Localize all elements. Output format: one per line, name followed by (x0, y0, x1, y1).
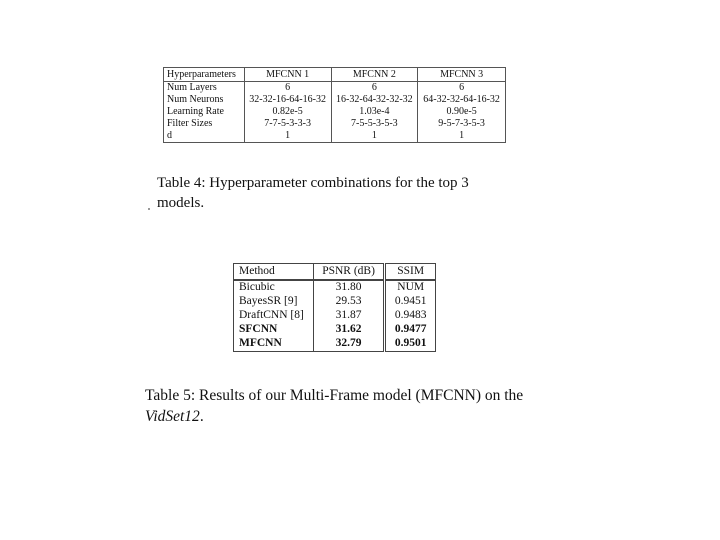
table-cell: 6 (418, 82, 506, 95)
table-row (234, 337, 436, 352)
table-cell: DraftCNN [8] (239, 309, 304, 322)
table-header-row (164, 68, 506, 82)
header-cell: Method (234, 264, 314, 281)
header-cell: PSNR (dB) (313, 264, 385, 281)
table5-caption (145, 385, 535, 427)
table-cell: Bicubic (239, 281, 275, 294)
header-cell: SSIM (385, 264, 436, 281)
header-cell: MFCNN 3 (418, 68, 506, 82)
table-cell: Num Neurons (167, 94, 224, 105)
table-row (164, 106, 506, 118)
table-cell: 0.9501 (385, 337, 436, 352)
table-cell: 29.53 (313, 295, 385, 309)
table-cell: 32.79 (313, 337, 385, 352)
table-cell: Learning Rate (167, 106, 224, 117)
table-cell: 7-5-5-3-5-3 (331, 118, 418, 130)
table-cell: 31.62 (313, 323, 385, 337)
table-cell: BayesSR [9] (239, 295, 298, 308)
table-cell: Filter Sizes (167, 118, 213, 129)
table-cell: 1 (418, 130, 506, 143)
table-cell: 1 (244, 130, 331, 143)
table-row (164, 82, 506, 95)
table-cell: 6 (331, 82, 418, 95)
stray-dot (148, 208, 150, 210)
table-cell: NUM (385, 280, 436, 295)
table-cell: SFCNN (239, 323, 278, 336)
header-cell: MFCNN 2 (331, 68, 418, 82)
table-cell: 1.03e-4 (331, 106, 418, 118)
table-cell: Num Layers (167, 82, 217, 93)
table-cell: 9-5-7-3-5-3 (418, 118, 506, 130)
table-cell: 0.9451 (385, 295, 436, 309)
table-cell: 6 (244, 82, 331, 95)
table-row (164, 94, 506, 106)
table-cell: 31.80 (313, 280, 385, 295)
header-cell: MFCNN 1 (244, 68, 331, 82)
table-header-row (234, 264, 436, 281)
table-cell: 31.87 (313, 309, 385, 323)
table-cell: 1 (331, 130, 418, 143)
results-table (233, 263, 436, 352)
table-cell: MFCNN (239, 337, 282, 350)
table-cell: 7-7-5-3-3-3 (244, 118, 331, 130)
table-row (164, 118, 506, 130)
hyperparameter-table (163, 67, 506, 143)
table-row (164, 130, 506, 143)
table-cell: 32-32-16-64-16-32 (244, 94, 331, 106)
header-cell: Hyperparameters (164, 68, 245, 82)
table-cell: 64-32-32-64-16-32 (418, 94, 506, 106)
dataset-name: VidSet12 (145, 408, 200, 425)
caption-text: Table 5: Results of our Multi-Frame model (MFCNN) on the (145, 387, 524, 404)
caption-end: . (199, 408, 204, 425)
table-cell: 0.90e-5 (418, 106, 506, 118)
table-cell: d (167, 130, 172, 141)
table-cell: 0.9483 (385, 309, 436, 323)
table-row (234, 323, 436, 337)
table-row (234, 309, 436, 323)
table-row (234, 295, 436, 309)
table-row (234, 280, 436, 295)
table-cell: 0.82e-5 (244, 106, 331, 118)
table-cell: 16-32-64-32-32-32 (331, 94, 418, 106)
table-cell: 0.9477 (385, 323, 436, 337)
table4-caption: Table 4: Hyperparameter combinations for the top 3 models. (157, 175, 469, 211)
